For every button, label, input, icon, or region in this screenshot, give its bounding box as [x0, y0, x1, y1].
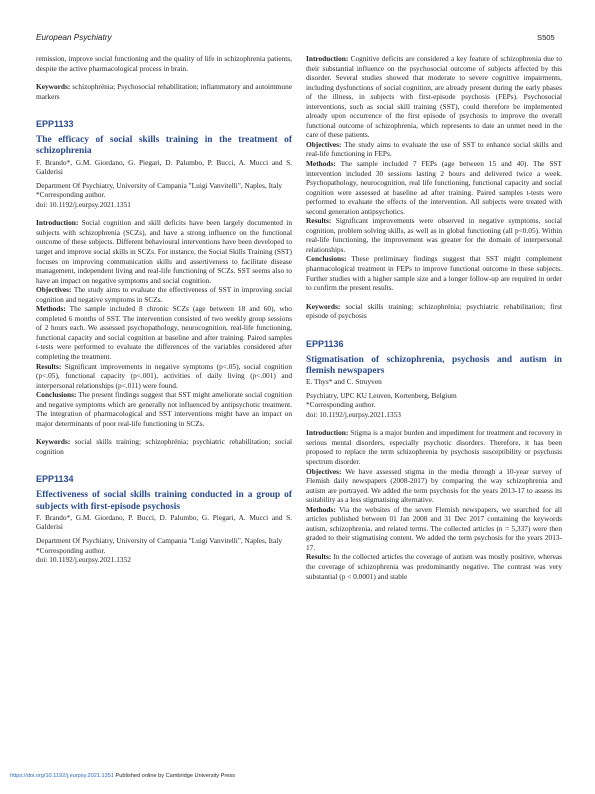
- abstract-title-epp1136: Stigmatisation of schizophrenia, psychosis and autism in flemish newspapers: [306, 354, 562, 376]
- doi-epp1136[interactable]: doi: 10.1192/j.eurpsy.2021.1353: [306, 409, 401, 419]
- page-number: S505: [537, 33, 555, 42]
- journal-title: European Psychiatry: [36, 33, 112, 42]
- methods-epp1136: Methods: Via the websites of the seven Flemish newspapers, we searched for all articles published between 01 Jan 2008 and 31 Dec 2017 containing the keywords autism, schizophrenia, and related terms. The collected articles (n = 5,337) were then graded to their stigmatising content. We added the term psychosis for the years 2013-17.: [306, 504, 562, 552]
- abstract-id-epp1133: EPP1133: [36, 119, 74, 130]
- objectives-epp1136: Objectives: We have assessed stigma in the media through a 10-year survey of Flemish daily newspapers (2008-2017) by comparing the way schizophrenia and autism are portrayed. We added the term psychosis for the years 2013-17 to assess its suitability as a less stigmatising alternative.: [306, 466, 562, 505]
- abstract-title-epp1133: The efficacy of social skills training in the treatment of schizophrenia: [36, 135, 292, 157]
- footer-doi-link[interactable]: https://doi.org/10.1192/j.eurpsy.2021.1351: [10, 773, 114, 779]
- introduction-epp1133: Introduction: Social cognition and skill deficits have been largely documented in subjects with schizophrenia (SCZs), and have a strong influence on the functional outcome of these subjects. Different behavioural interventions have been developed to target and improve social skills in SCZs. For instance, the Social Skills Training (SST) focuses on improving communication skills and assertiveness to facilitate disease management, independent living and real-life functioning of SCZs. SST seems also to have an impact on negative symptoms and social cognition.: [36, 218, 292, 285]
- conclusions-epp1133: Conclusions: The present findings suggest that SST might ameliorate social cognition and negative symptoms which are generally not influenced by antipsychotic treatment. The integration of pharmacological and SST interventions might have an impact on major determinants of poor real-life functioning in SCZs.: [36, 390, 292, 428]
- previous-abstract-keywords: Keywords: schizophrénia; Psychosocial rehabilitation; inflammatory and autoimmune markers: [36, 82, 292, 101]
- affiliation-epp1136: Psychiatry, UPC KU Leuven, Kortenberg, Belgium: [306, 390, 457, 400]
- authors-epp1133: F. Brando*, G.M. Giordano, G. Piegari, D. Palumbo, P. Bucci, A. Mucci and S. Galderisi: [36, 157, 292, 177]
- doi-epp1134[interactable]: doi: 10.1192/j.eurpsy.2021.1352: [36, 555, 131, 565]
- corresponding-epp1136: *Corresponding author.: [306, 400, 376, 410]
- results-epp1136: Results: In the collected articles the coverage of autism was mostly positive, whereas the coverage of schizophrenia was predominantly negative. The contrast was very substantial (p < 0.0001) and stable: [306, 552, 562, 581]
- doi-epp1133[interactable]: doi: 10.1192/j.eurpsy.2021.1351: [36, 199, 131, 209]
- right-column: [306, 54, 562, 581]
- results-epp1134: Results: Significant improvements were observed in negative symptoms, social cognition, problem solving skills, as well as in global functioning (all p<0.05). Within real-life functioning, the improvement was greater for the domain of interpersonal relationships.: [306, 216, 562, 254]
- page-footer: [10, 773, 235, 779]
- objectives-epp1134: Objectives: The study aims to evaluate the use of SST to enhance social skills and real-life functioning in FEPs.: [306, 139, 562, 159]
- keywords-epp1134: Keywords: social skills training; schizophrénia; psychiatric rehabilitation; first episode of psychosis: [306, 301, 562, 321]
- abstract-title-epp1134: Effectiveness of social skills training conducted in a group of subjects with first-episode psychosis: [36, 490, 292, 512]
- footer-published: Published online by Cambridge University Press: [115, 773, 235, 779]
- abstract-id-epp1136: EPP1136: [306, 338, 344, 349]
- conclusions-epp1134: Conclusions: These preliminary findings suggest that SST might complement pharmacological treatment in FEPs to improve functional outcome in these subjects. Further studies with a higher sample size and a longer follow-up are required in order to confirm the present results.: [306, 254, 562, 293]
- affiliation-epp1133: Department Of Psychiatry, University of Campania "Luigi Vanvitelli", Naples, Italy: [36, 180, 283, 190]
- left-column: [36, 54, 292, 565]
- previous-abstract-tail: remission, improve social functioning and the quality of life in schizophrenia patients, despite the active pharmacological process in brain.: [36, 54, 292, 73]
- introduction-epp1136: Introduction: Stigma is a major burden and impediment for treatment and recovery in serious mental disorders, especially psychotic disorders. Therefore, it has been proposed to replace the term schizophrenia by psychosis susceptibility or psychosis spectrum disorder.: [306, 428, 562, 466]
- objectives-epp1133: Objectives: The study aims to evaluate the effectiveness of SST in improving social cognition and negative symptoms in SCZs.: [36, 285, 292, 304]
- authors-epp1134: F. Brando*, G.M. Giordano, P. Bucci, D. Palumbo, G. Piegari, A. Mucci and S. Galderisi: [36, 512, 292, 532]
- keywords-epp1133: Keywords: social skills training; schizophrénia; psychiatric rehabilitation; social cognition: [36, 437, 292, 456]
- abstract-id-epp1134: EPP1134: [36, 474, 74, 485]
- methods-epp1133: Methods: The sample included 8 chronic SCZs (age between 18 and 60), who completed 6 months of SST. The intervention consisted of two weekly group sessions of 2 hours each. We assessed psychopathology, neurocognition, real-life functioning, functional capacity and social cognition at baseline and after training. Paired samples t-tests were performed to evaluate the differences of the variables considered after completing the treatment.: [36, 304, 292, 361]
- corresponding-epp1133: *Corresponding author.: [36, 190, 106, 200]
- introduction-epp1134: Introduction: Cognitive deficits are considered a key feature of schizophrenia due to their substantial influence on the psychosocial outcome of subjects affected by this disorder. Several studies showed that moderate to severe cognitive impairments, including dysfunctions of social cognition, are already present during the early phases of the illness, in subjects with first-episode psychosis (FEPs). Psychosocial interventions, such as social skill training (SST), could therefore be implemented already upon occurrence of the first episode of psychosis to improve the overall functional outcome of schizophrenia, which represents to date an unmet need in the care of these patients.: [306, 54, 562, 140]
- affiliation-epp1134: Department Of Psychiatry, University of Campania "Luigi Vanvitelli", Naples, Italy: [36, 535, 283, 545]
- authors-epp1136: E. Thys* and C. Struyven: [306, 377, 382, 387]
- methods-epp1134: Methods: The sample included 7 FEPs (age between 15 and 40). The SST intervention included 30 sessions lasting 2 hours and delivered twice a week. Psychopathology, neurocognition, real life functioning, functional capacity and social cognition were assessed at baseline ad after training. Paired samples t-tests were performed to evaluate the effects of the intervention. All subjects were treated with second generation antipsychotics.: [306, 159, 562, 216]
- results-epp1133: Results: Significant improvements in negative symptoms (p<.05), social cognition (p<.05), functional capacity (p<.001), activities of daily living (p<.001) and interpersonal relationships (p<.011) were found.: [36, 361, 292, 390]
- corresponding-epp1134: *Corresponding author.: [36, 545, 106, 555]
